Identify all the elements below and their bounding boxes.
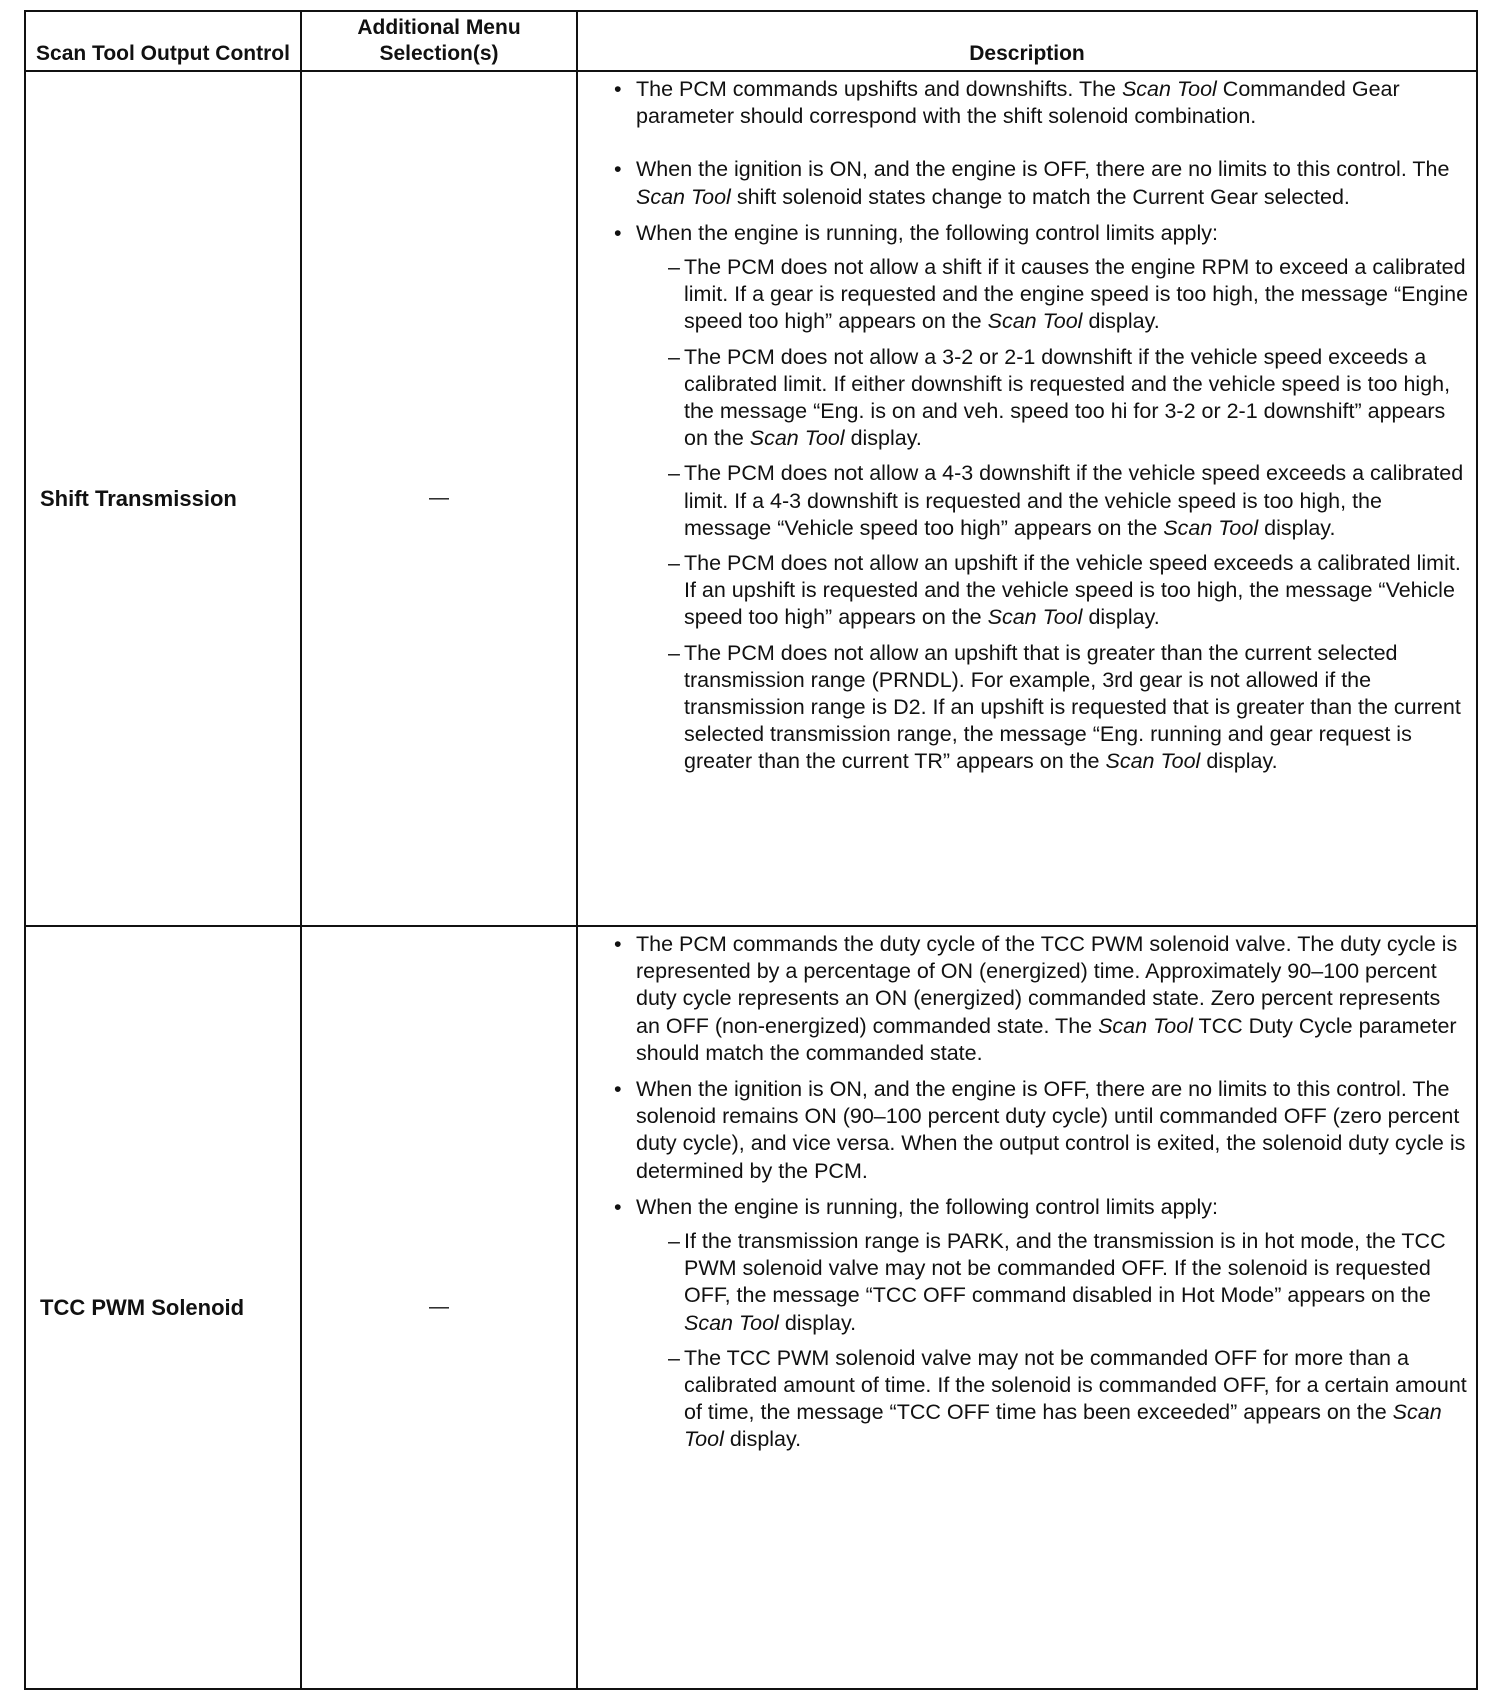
- control-limit-sub-item: – The PCM does not allow a 4-3 downshift if the vehicle speed exceeds a calibrated limit. If a 4-3 downshift is requested and the vehicle speed is too high, the message “Vehicle speed too high” appears on the Scan Tool display.: [636, 460, 1470, 542]
- menu-selection-cell: —: [301, 71, 577, 926]
- description-bullet: [614, 931, 1470, 1067]
- sub-item-list: [636, 1228, 1470, 1454]
- header-scan-tool-output-control: Scan Tool Output Control: [25, 11, 301, 71]
- header-additional-menu-selections: Additional Menu Selection(s): [301, 11, 577, 71]
- menu-selection-cell: —: [301, 926, 577, 1689]
- description-bullet: [614, 1076, 1470, 1185]
- description-bullet-list: [614, 76, 1470, 776]
- bullet-text: The PCM commands upshifts and downshifts. The Scan Tool Commanded Gear parameter should correspond with the shift solenoid combination.: [636, 77, 1400, 129]
- table-row-shift-transmission: [25, 71, 1477, 926]
- control-limit-sub-item: – The PCM does not allow an upshift if the vehicle speed exceeds a calibrated limit. If an upshift is requested and the vehicle speed is too high, the message “Vehicle speed too high” appears on the Scan Tool display.: [636, 550, 1470, 632]
- bullet-text: When the ignition is ON, and the engine is OFF, there are no limits to this control. The solenoid remains ON (90–100 percent duty cycle) until commanded OFF (zero percent duty cycle), and vice versa. When the output control is exited, the solenoid duty cycle is determined by the PCM.: [636, 1077, 1466, 1183]
- description-bullet-list: [614, 931, 1470, 1454]
- table-row-tcc-pwm-solenoid: [25, 926, 1477, 1689]
- description-bullet: [614, 76, 1470, 130]
- bullet-text: When the engine is running, the following control limits apply:: [636, 220, 1219, 245]
- description-cell: [577, 926, 1477, 1689]
- output-control-cell: TCC PWM Solenoid: [25, 926, 301, 1689]
- description-cell: [577, 71, 1477, 926]
- scan-tool-output-control-table: [24, 10, 1478, 1690]
- control-limit-sub-item: – If the transmission range is PARK, and the transmission is in hot mode, the TCC PWM solenoid valve may not be commanded OFF. If the solenoid is requested OFF, the message “TCC OFF command disabled in Hot Mode” appears on the Scan Tool display.: [636, 1228, 1470, 1337]
- bullet-text: When the ignition is ON, and the engine is OFF, there are no limits to this control. The Scan Tool shift solenoid states change to match the Current Gear selected.: [636, 157, 1450, 209]
- output-control-cell: Shift Transmission: [25, 71, 301, 926]
- control-limit-sub-item: – The PCM does not allow a 3-2 or 2-1 downshift if the vehicle speed exceeds a calibrated limit. If either downshift is requested and the vehicle speed is too high, the message “Eng. is on and veh. speed too hi for 3-2 or 2-1 downshift” appears on the Scan Tool display.: [636, 344, 1470, 453]
- bullet-text: When the engine is running, the following control limits apply:: [636, 1194, 1219, 1219]
- control-limit-sub-item: – The PCM does not allow an upshift that is greater than the current selected transmission range (PRNDL). For example, 3rd gear is not allowed if the transmission range is D2. If an upshift is requested that is greater than the current selected transmission range, the message “Eng. running and gear request is greater than the current TR” appears on the Scan Tool display.: [636, 640, 1470, 776]
- description-bullet: [614, 220, 1470, 776]
- description-bullet: [614, 156, 1470, 210]
- table-header-row: [25, 11, 1477, 71]
- control-limit-sub-item: – The PCM does not allow a shift if it causes the engine RPM to exceed a calibrated limit. If a gear is requested and the engine speed is too high, the message “Engine speed too high” appears on the Scan Tool display.: [636, 254, 1470, 336]
- control-limit-sub-item: – The TCC PWM solenoid valve may not be commanded OFF for more than a calibrated amount of time. If the solenoid is commanded OFF, for a certain amount of time, the message “TCC OFF time has been exceeded” appears on the Scan Tool display.: [636, 1345, 1470, 1454]
- header-description: Description: [577, 11, 1477, 71]
- sub-item-list: [636, 254, 1470, 776]
- description-bullet: [614, 1194, 1470, 1454]
- bullet-text: The PCM commands the duty cycle of the TCC PWM solenoid valve. The duty cycle is represented by a percentage of ON (energized) time. Approximately 90–100 percent duty cycle represents an ON (energized) commanded state. Zero percent represents an OFF (non-energized) commanded state. The Scan Tool TCC Duty Cycle parameter should match the commanded state.: [636, 932, 1458, 1065]
